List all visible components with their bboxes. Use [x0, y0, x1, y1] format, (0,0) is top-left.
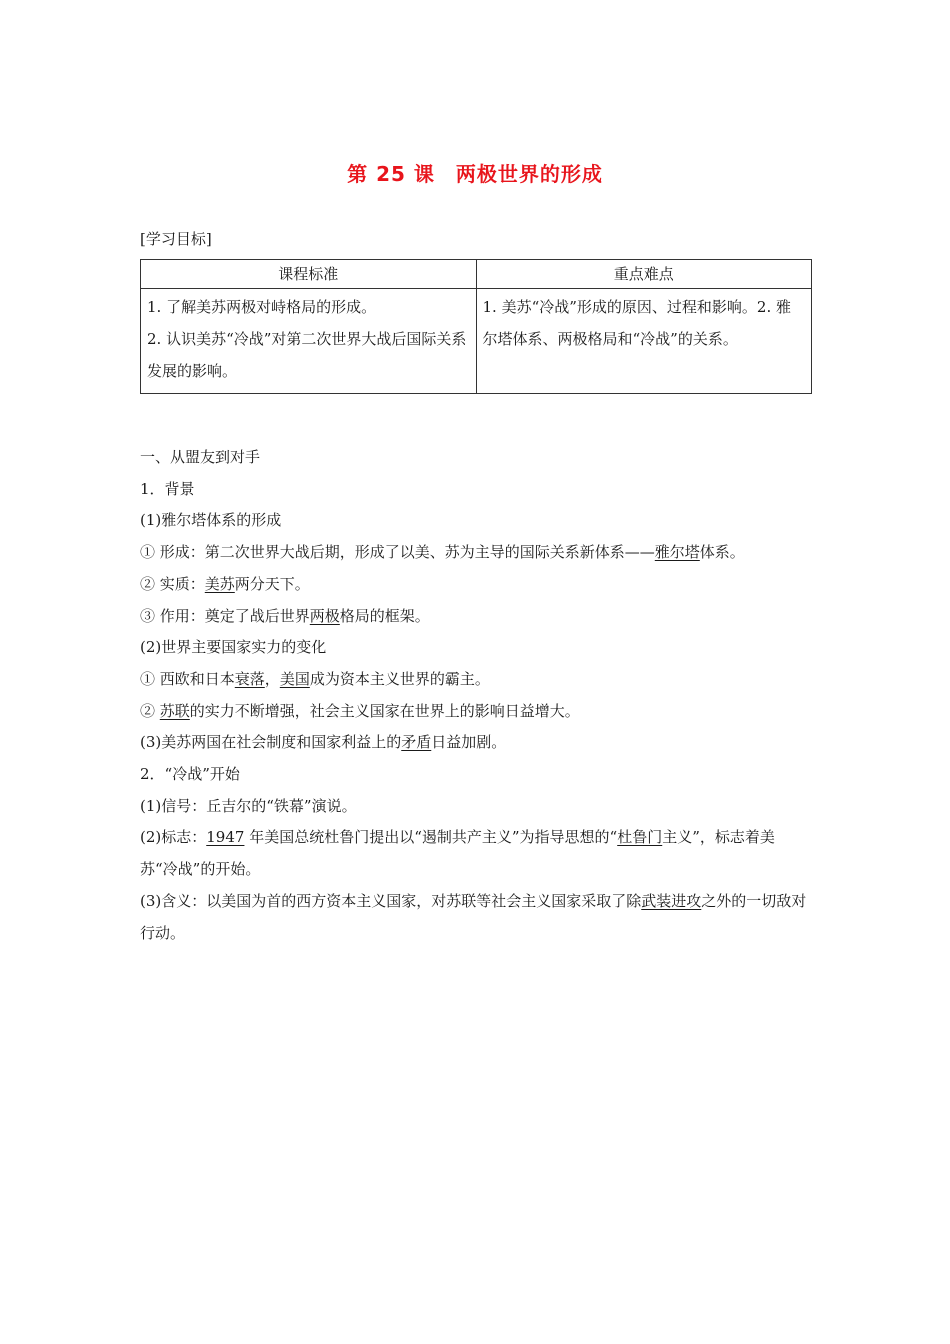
- answer-blank: 美国: [279, 669, 310, 688]
- content-line: (2)标志：1947 年美国总统杜鲁门提出以“遏制共产主义”为指导思想的“杜鲁门主义”，标志着美苏“冷战”的开始。: [140, 828, 775, 879]
- content-line: (3)含义：以美国为首的西方资本主义国家，对苏联等社会主义国家采取了除武装进攻之外的一切敌对行动。: [140, 891, 807, 942]
- learning-goals-label: [学习目标]: [140, 230, 212, 248]
- answer-blank: 美苏: [204, 574, 235, 593]
- learning-goals-table: [140, 259, 812, 394]
- page-title: 第 25 课 两极世界的形成: [347, 162, 603, 186]
- answer-blank: 苏联: [159, 701, 190, 720]
- lesson-content: [140, 442, 812, 949]
- answer-blank: 衰落: [234, 669, 265, 688]
- content-line: ② 苏联的实力不断增强，社会主义国家在世界上的影响日益增大。: [140, 701, 580, 720]
- content-line: (2)世界主要国家实力的变化: [140, 638, 327, 657]
- table-header-key-points: 重点难点: [476, 260, 812, 289]
- answer-blank: 1947: [206, 828, 245, 847]
- content-line: ③ 作用：奠定了战后世界两极格局的框架。: [140, 606, 430, 625]
- table-cell-standards: [141, 289, 477, 394]
- content-line: ② 实质：美苏两分天下。: [140, 574, 310, 593]
- content-line: 1．背景: [140, 479, 195, 498]
- answer-blank: 两极: [309, 606, 340, 625]
- answer-blank: 武装进攻: [641, 891, 702, 910]
- content-line: 2．“冷战”开始: [140, 765, 240, 784]
- content-line: ① 西欧和日本衰落，美国成为资本主义世界的霸主。: [140, 669, 490, 688]
- answer-blank: 矛盾: [401, 733, 432, 752]
- table-header-standards: 课程标准: [141, 260, 477, 289]
- answer-blank: 雅尔塔: [654, 543, 700, 562]
- content-line: (3)美苏两国在社会制度和国家利益上的矛盾日益加剧。: [140, 733, 507, 752]
- content-line: 一、从盟友到对手: [140, 448, 261, 466]
- content-line: (1)信号：丘吉尔的“铁幕”演说。: [140, 796, 357, 815]
- table-cell-key-points: 1. 美苏“冷战”形成的原因、过程和影响。2. 雅尔塔体系、两极格局和“冷战”的关系。: [476, 289, 812, 394]
- standard-item: 1. 了解美苏两极对峙格局的形成。: [147, 298, 377, 316]
- answer-blank: 杜鲁门: [617, 828, 663, 847]
- standard-item: 2. 认识美苏“冷战”对第二次世界大战后国际关系发展的影响。: [147, 330, 467, 380]
- content-line: ① 形成：第二次世界大战后期，形成了以美、苏为主导的国际关系新体系——雅尔塔体系。: [140, 543, 745, 562]
- content-line: (1)雅尔塔体系的形成: [140, 511, 282, 530]
